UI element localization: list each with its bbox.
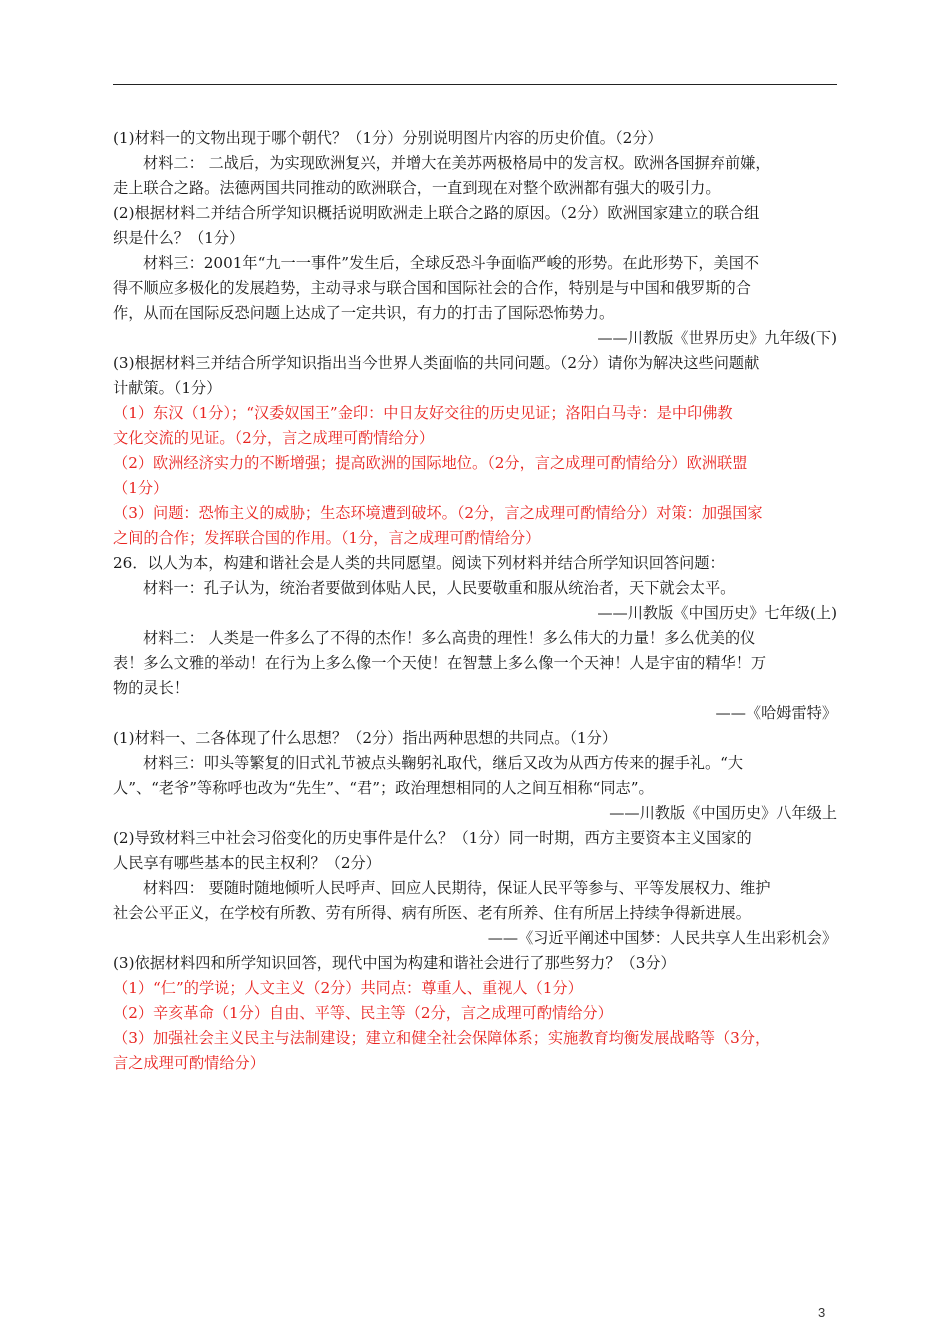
question-line: (3)依据材料四和所学知识回答，现代中国为构建和谐社会进行了那些努力？（3分） bbox=[113, 954, 676, 972]
answer-line: （2）辛亥革命（1分）自由、平等、民主等（2分，言之成理可酌情给分） bbox=[113, 1004, 613, 1022]
material-line: 材料一：孔子认为，统治者要做到体贴人民，人民要敬重和服从统治者，天下就会太平。 bbox=[143, 579, 736, 597]
question-line: 走上联合之路。法德两国共同推动的欧洲联合，一直到现在对整个欧洲都有强大的吸引力。 bbox=[113, 179, 721, 197]
question-line: 表！多么文雅的举动！在行为上多么像一个天使！在智慧上多么像一个天神！人是宇宙的精华！万 bbox=[113, 654, 767, 672]
source-citation: ——《习近平阐述中国梦：人民共享人生出彩机会》 bbox=[487, 929, 837, 947]
question-line: 26．以人为本，构建和谐社会是人类的共同愿望。阅读下列材料并结合所学知识回答问题： bbox=[113, 554, 725, 572]
question-line: 人”、“老爷”等称呼也改为“先生”、“君”；政治理想相同的人之间互相称“同志”。 bbox=[113, 779, 654, 797]
answer-line: （1）“仁”的学说；人文主义（2分）共同点：尊重人、重视人（1分） bbox=[113, 979, 583, 997]
question-line: (2)导致材料三中社会习俗变化的历史事件是什么？（1分）同一时期，西方主要资本主义国家的 bbox=[113, 829, 752, 847]
page-number: 3 bbox=[818, 1305, 826, 1320]
answer-line: （1分） bbox=[113, 479, 169, 497]
answer-line: 言之成理可酌情给分） bbox=[113, 1054, 265, 1072]
question-line: 织是什么？（1分） bbox=[113, 229, 245, 247]
material-line: 材料四： 要随时随地倾听人民呼声、回应人民期待，保证人民平等参与、平等发展权力、维护 bbox=[143, 879, 771, 897]
question-line: (3)根据材料三并结合所学知识指出当今世界人类面临的共同问题。（2分）请你为解决这些问题献 bbox=[113, 354, 760, 372]
question-line: (1)材料一、二各体现了什么思想？（2分）指出两种思想的共同点。（1分） bbox=[113, 729, 618, 747]
answer-line: （3）问题：恐怖主义的威胁；生态环境遭到破坏。（2分，言之成理可酌情给分）对策：加强国家 bbox=[113, 504, 763, 522]
material-line: 材料三：2001年“九一一事件”发生后，全球反恐斗争面临严峻的形势。在此形势下，美国不 bbox=[143, 254, 760, 272]
source-citation: ——《哈姆雷特》 bbox=[715, 704, 837, 722]
question-line: (1)材料一的文物出现于哪个朝代？（1分）分别说明图片内容的历史价值。（2分） bbox=[113, 129, 663, 147]
question-line: 人民享有哪些基本的民主权利？（2分） bbox=[113, 854, 381, 872]
question-line: 社会公平正义，在学校有所教、劳有所得、病有所医、老有所养、住有所居上持续争得新进展。 bbox=[113, 904, 751, 922]
question-line: 作，从而在国际反恐问题上达成了一定共识，有力的打击了国际恐怖势力。 bbox=[113, 304, 615, 322]
answer-line: 之间的合作；发挥联合国的作用。（1分，言之成理可酌情给分） bbox=[113, 529, 541, 547]
question-line: 物的灵长！ bbox=[113, 679, 189, 697]
question-line: 得不顺应多极化的发展趋势，主动寻求与联合国和国际社会的合作，特别是与中国和俄罗斯的合 bbox=[113, 279, 751, 297]
material-line: 材料二： 二战后，为实现欧洲复兴，并增大在美苏两极格局中的发言权。欧洲各国摒弃前嫌， bbox=[143, 154, 771, 172]
answer-line: （2）欧洲经济实力的不断增强；提高欧洲的国际地位。（2分，言之成理可酌情给分）欧洲联盟 bbox=[113, 454, 748, 472]
source-citation: ——川教版《世界历史》九年级(下) bbox=[597, 329, 837, 347]
question-line: 计献策。（1分） bbox=[113, 379, 222, 397]
source-citation: ——川教版《中国历史》七年级(上) bbox=[597, 604, 837, 622]
answer-line: （3）加强社会主义民主与法制建设；建立和健全社会保障体系；实施教育均衡发展战略等（3分， bbox=[113, 1029, 771, 1047]
source-citation: ——川教版《中国历史》八年级上 bbox=[609, 804, 837, 822]
answer-line: 文化交流的见证。（2分，言之成理可酌情给分） bbox=[113, 429, 435, 447]
answer-line: （1）东汉（1分）；“汉委奴国王”金印：中日友好交往的历史见证；洛阳白马寺：是中印佛教 bbox=[113, 404, 733, 422]
document-body bbox=[113, 126, 837, 1076]
question-line: (2)根据材料二并结合所学知识概括说明欧洲走上联合之路的原因。（2分）欧洲国家建立的联合组 bbox=[113, 204, 760, 222]
material-line: 材料二： 人类是一件多么了不得的杰作！多么高贵的理性！多么伟大的力量！多么优美的仪 bbox=[143, 629, 756, 647]
header-rule bbox=[113, 84, 837, 85]
material-line: 材料三：叩头等繁复的旧式礼节被点头鞠躬礼取代，继后又改为从西方传来的握手礼。“大 bbox=[143, 754, 744, 772]
